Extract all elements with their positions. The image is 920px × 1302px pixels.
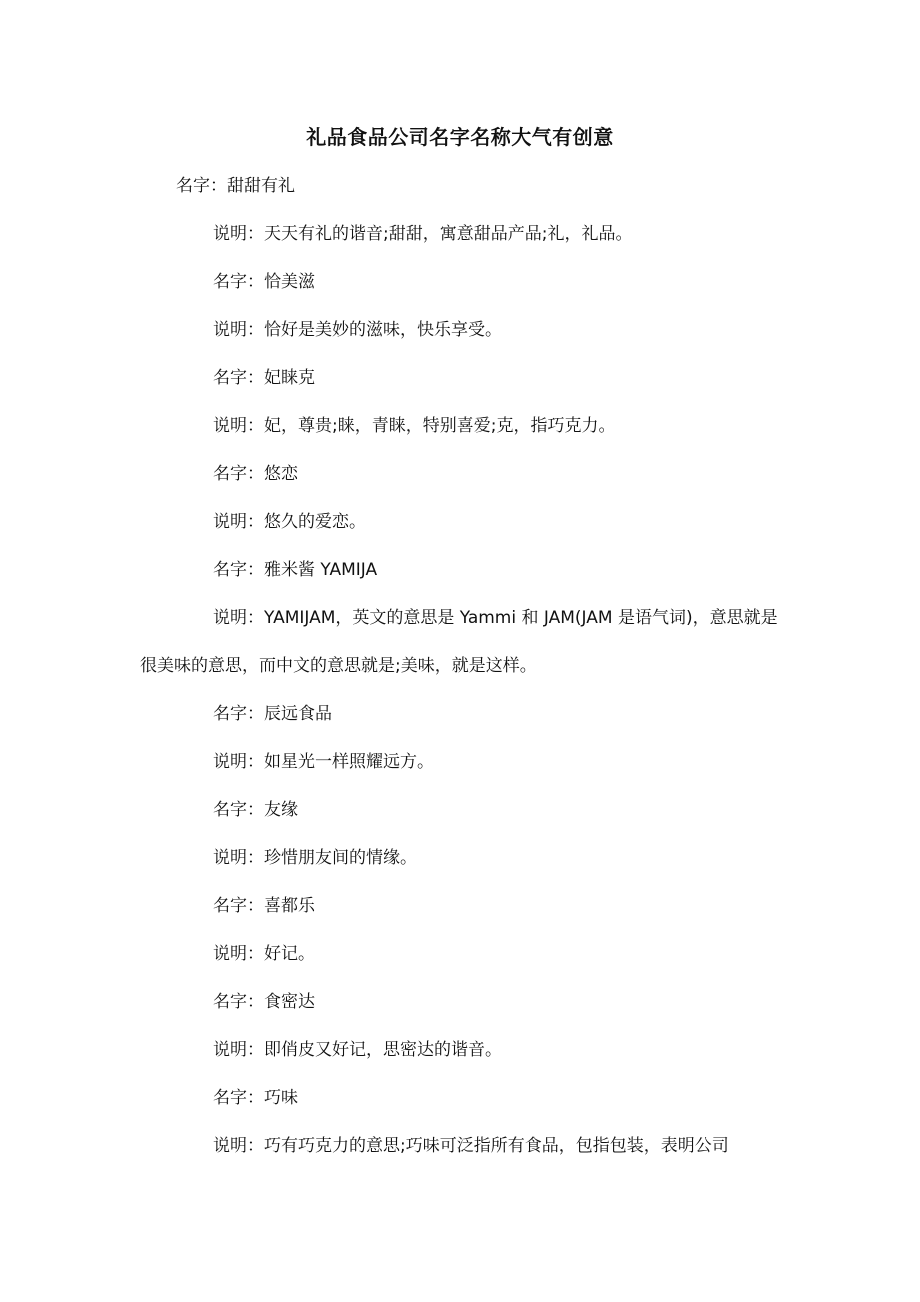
paragraph-name-7: 名字：友缘 xyxy=(213,800,298,820)
paragraph-desc-1: 说明：天天有礼的谐音;甜甜，寓意甜品产品;礼，礼品。 xyxy=(213,224,633,244)
document-title: 礼品食品公司名字名称大气有创意 xyxy=(306,125,614,149)
paragraph-name-9: 名字：食密达 xyxy=(213,992,315,1012)
paragraph-desc-7: 说明：珍惜朋友间的情缘。 xyxy=(213,848,417,868)
paragraph-name-6: 名字：辰远食品 xyxy=(213,704,332,724)
paragraph-desc-5: 说明：YAMIJAM，英文的意思是 Yammi 和 JAM(JAM 是语气词)，意思就是很美味的意思，而中文的意思就是;美味，就是这样。 xyxy=(140,608,778,676)
paragraph-name-5: 名字：雅米酱 YAMIJA xyxy=(213,560,378,580)
paragraph-name-1: 名字：甜甜有礼 xyxy=(176,176,295,196)
paragraph-desc-10: 说明：巧有巧克力的意思;巧味可泛指所有食品，包指包装，表明公司 xyxy=(213,1136,729,1156)
paragraph-desc-9: 说明：即俏皮又好记，思密达的谐音。 xyxy=(213,1040,502,1060)
paragraph-name-8: 名字：喜都乐 xyxy=(213,896,315,916)
paragraph-name-10: 名字：巧味 xyxy=(213,1088,298,1108)
paragraph-name-4: 名字：悠恋 xyxy=(213,464,298,484)
paragraph-desc-3: 说明：妃，尊贵;睐，青睐，特别喜爱;克，指巧克力。 xyxy=(213,416,616,436)
paragraph-name-2: 名字：恰美滋 xyxy=(213,272,315,292)
paragraph-desc-8: 说明：好记。 xyxy=(213,944,315,964)
paragraph-desc-6: 说明：如星光一样照耀远方。 xyxy=(213,752,434,772)
paragraph-name-3: 名字：妃睐克 xyxy=(213,368,315,388)
paragraph-desc-2: 说明：恰好是美妙的滋味，快乐享受。 xyxy=(213,320,502,340)
paragraph-desc-4: 说明：悠久的爱恋。 xyxy=(213,512,366,532)
